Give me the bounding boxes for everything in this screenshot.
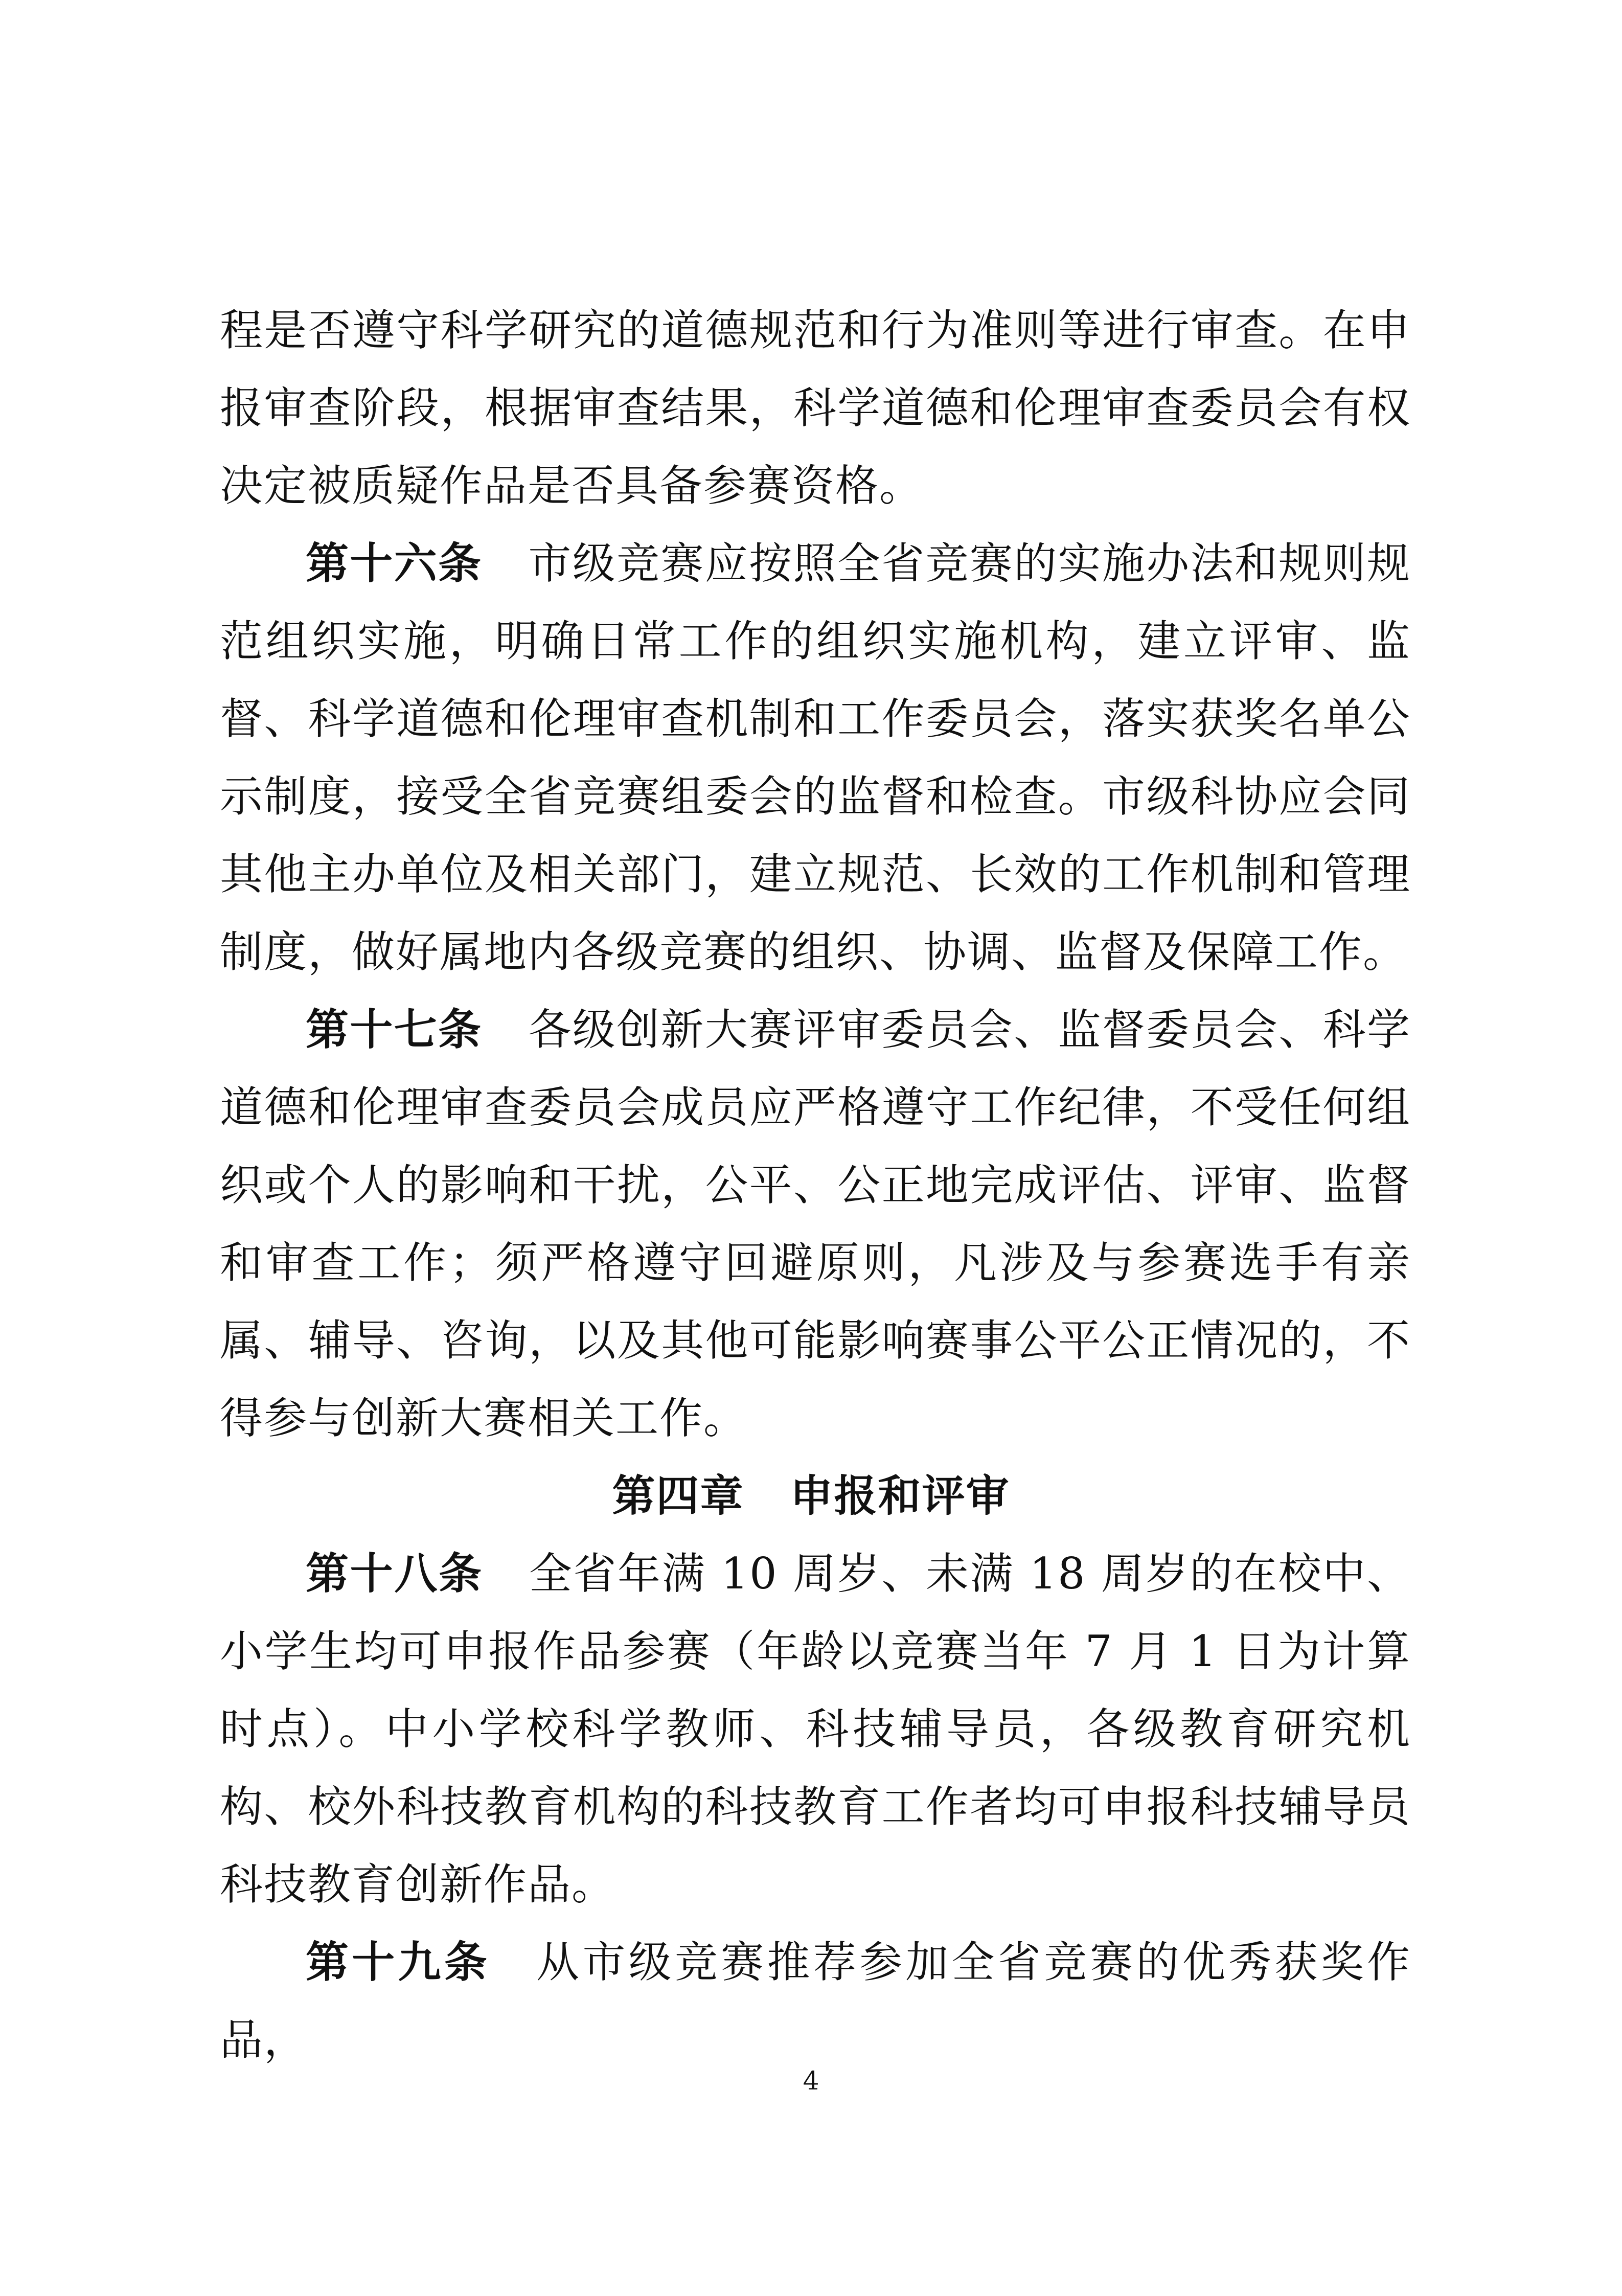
article-18-body: 全省年满 10 周岁、未满 18 周岁的在校中、小学生均可申报作品参赛（年龄以竞赛当年 7 月 1 日为计算时点）。中小学校科学教师、科技辅导员，各级教育研究机构、校外科技教育机构的科技教育工作者均可申报科技辅导员科技教育创新作品。 <box>220 1549 1411 1909</box>
article-18-head: 第十八条 <box>306 1549 483 1599</box>
article-18 <box>220 1535 1411 1923</box>
article-17 <box>220 991 1411 1457</box>
article-16 <box>220 525 1411 991</box>
chapter-number: 第四章 <box>612 1471 744 1521</box>
paragraph-continuation: 程是否遵守科学研究的道德规范和行为准则等进行审查。在申报审查阶段，根据审查结果，科学道德和伦理审查委员会有权决定被质疑作品是否具备参赛资格。 <box>220 305 1411 511</box>
article-16-head: 第十六条 <box>306 538 483 588</box>
chapter-title <box>0 1457 1622 1535</box>
article-19-body: 从市级竞赛推荐参加全省竞赛的优秀获奖作品， <box>220 1937 1411 2065</box>
article-17-head: 第十七条 <box>306 1005 483 1055</box>
article-16-body: 市级竞赛应按照全省竞赛的实施办法和规则规范组织实施，明确日常工作的组织实施机构，建立评审、监督、科学道德和伦理审查机制和工作委员会，落实获奖名单公示制度，接受全省竞赛组委会的监督和检查。市级科协应会同其他主办单位及相关部门，建立规范、长效的工作机制和管理制度，做好属地内各级竞赛的组织、协调、监督及保障工作。 <box>220 538 1411 977</box>
article-17-body: 各级创新大赛评审委员会、监督委员会、科学道德和伦理审查委员会成员应严格遵守工作纪律，不受任何组织或个人的影响和干扰，公平、公正地完成评估、评审、监督和审查工作；须严格遵守回避原则，凡涉及与参赛选手有亲属、辅导、咨询，以及其他可能影响赛事公平公正情况的，不得参与创新大赛相关工作。 <box>220 1005 1411 1443</box>
article-19-head: 第十九条 <box>306 1937 491 1987</box>
page-number: 4 <box>803 2066 819 2096</box>
article-19 <box>220 1923 1411 2079</box>
chapter-name: 申报和评审 <box>790 1471 1010 1521</box>
